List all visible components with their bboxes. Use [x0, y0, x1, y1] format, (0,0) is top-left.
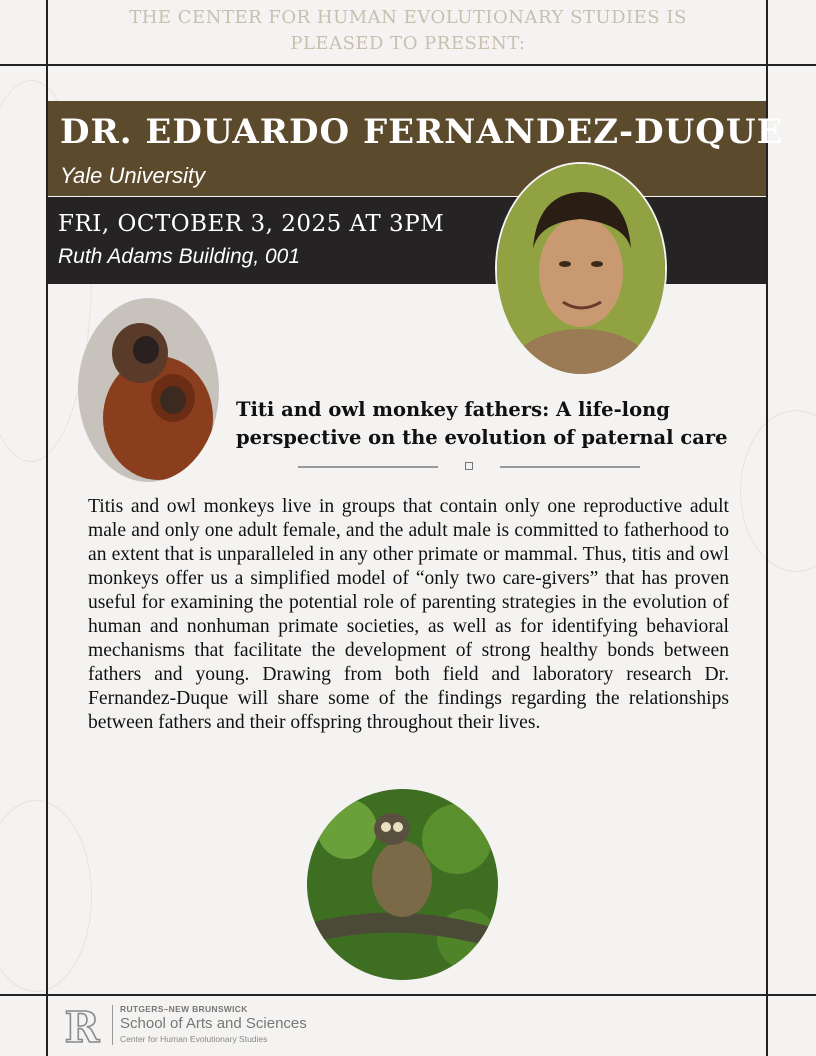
event-datetime: FRI, OCTOBER 3, 2025 AT 3PM	[58, 211, 445, 237]
divider-line-left	[298, 466, 438, 468]
header-line-1: THE CENTER FOR HUMAN EVOLUTIONARY STUDIES IS	[129, 7, 687, 28]
header-line-2: PLEASED TO PRESENT:	[290, 33, 526, 54]
footer-separator	[112, 1005, 113, 1045]
talk-abstract: Titis and owl monkeys live in groups that contain only one reproductive adult male and only one adult female, and the adult male is committed to fatherhood to an extent that is unparalleled in any other primate or mammal. Thus, titis and owl monkeys offer us a simplified model of “only two care-givers” that has proven useful for examining the potential role of parenting strategies in the evolution of human and nonhuman primate societies, as well as for identifying behavioral mechanisms that facilitate the development of strong healthy bonds between fathers and young. Drawing from both field and laboratory research Dr. Fernandez-Duque will share some of the findings regarding the relationships between fathers and their offspring throughout their lives.	[88, 496, 729, 733]
talk-title: Titi and owl monkey fathers: A life-long perspective on the evolution of paternal care	[236, 398, 728, 449]
frame-line-top	[0, 64, 816, 66]
svg-text:R: R	[64, 1004, 100, 1046]
speaker-affiliation: Yale University	[60, 163, 206, 188]
footer-center: Center for Human Evolutionary Studies	[120, 1034, 268, 1044]
speaker-portrait	[495, 162, 667, 376]
divider-line-right	[500, 466, 640, 468]
frame-line-right	[766, 0, 768, 1056]
divider-ornament	[465, 462, 473, 470]
footer-university: RUTGERS–NEW BRUNSWICK	[120, 1004, 248, 1014]
owl-monkey-photo	[307, 789, 498, 980]
titi-monkey-photo	[78, 298, 219, 482]
event-location: Ruth Adams Building, 001	[58, 245, 301, 268]
rutgers-logo-icon	[60, 1004, 104, 1046]
speaker-name: DR. EDUARDO FERNANDEZ-DUQUE	[60, 112, 784, 152]
footer-school: School of Arts and Sciences	[120, 1015, 307, 1032]
frame-line-bottom	[0, 994, 816, 996]
